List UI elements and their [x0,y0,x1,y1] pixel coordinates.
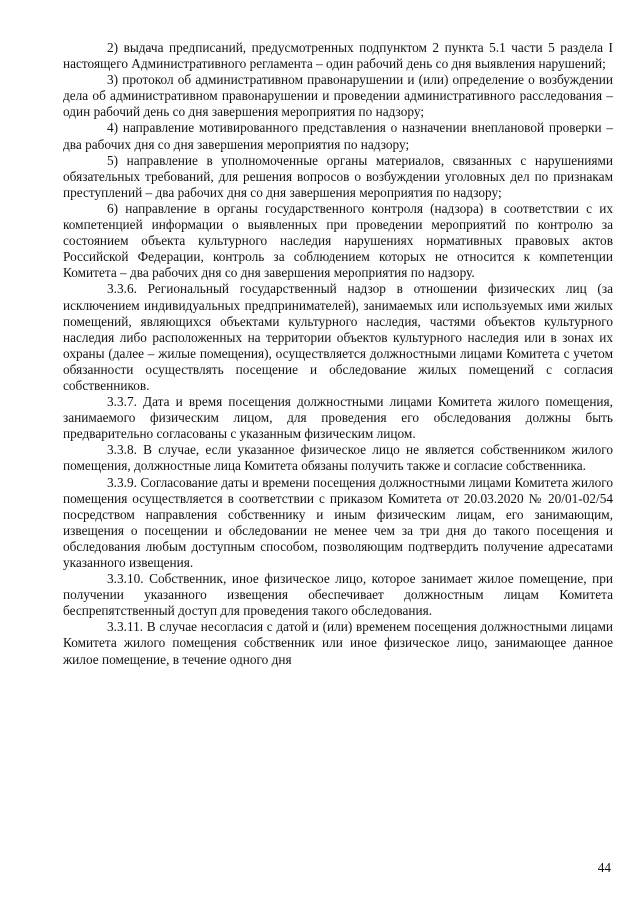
paragraph-3-3-10: 3.3.10. Собственник, иное физическое лицо, которое занимает жилое помещение, при получении указанного извещения обеспечивает должностным лицам Комитета беспрепятственный доступ для проведения такого обследования. [63,571,613,619]
paragraph-3-3-9: 3.3.9. Согласование даты и времени посещения должностными лицами Комитета жилого помещения осуществляется в соответствии с приказом Комитета от 20.03.2020 № 20/01-02/54 посредством направления собственнику и иным физическим лицам, его занимающим, извещения о посещении и обследовании не менее чем за три дня до такого посещения и обследования любым доступным способом, позволяющим подтвердить получение адресатами указанного извещения. [63,474,613,570]
page-number: 44 [597,860,611,875]
document-page [63,40,613,668]
paragraph-item-5: 5) направление в уполномоченные органы материалов, связанных с нарушениями обязательных требований, для решения вопросов о возбуждении уголовных дел по признакам преступлений – два рабочих дня со дня завершения мероприятия по надзору; [63,152,613,200]
paragraph-3-3-7: 3.3.7. Дата и время посещения должностными лицами Комитета жилого помещения, занимаемого физическим лицом, для проведения его обследования должны быть предварительно согласованы с указанным физическим лицом. [63,394,613,442]
paragraph-item-2: 2) выдача предписаний, предусмотренных подпунктом 2 пункта 5.1 части 5 раздела I настоящего Административного регламента – один рабочий день со дня выявления нарушений; [63,40,613,72]
paragraph-3-3-6: 3.3.6. Региональный государственный надзор в отношении физических лиц (за исключением индивидуальных предпринимателей), занимаемых или используемых ими жилых помещений, являющихся объектами культурного наследия, частями объектов культурного наследия либо расположенных на территории объектов культурного наследия или в зонах их охраны (далее – жилые помещения), осуществляется должностными лицами Комитета с учетом обязанности осуществлять посещение и обследование жилых помещений с согласия собственников. [63,281,613,393]
paragraph-item-4: 4) направление мотивированного представления о назначении внеплановой проверки – два рабочих дня со дня завершения мероприятия по надзору; [63,120,613,152]
paragraph-3-3-11: 3.3.11. В случае несогласия с датой и (или) временем посещения должностными лицами Комитета жилого помещения собственник или иное физическое лицо, занимающее данное жилое помещение, в течение одного дня [63,619,613,667]
paragraph-3-3-8: 3.3.8. В случае, если указанное физическое лицо не является собственником жилого помещения, должностные лица Комитета обязаны получить также и согласие собственника. [63,442,613,474]
paragraph-item-3: 3) протокол об административном правонарушении и (или) определение о возбуждении дела об административном правонарушении и проведении административного расследования – один рабочий день со дня завершения мероприятия по надзору; [63,72,613,120]
paragraph-item-6: 6) направление в органы государственного контроля (надзора) в соответствии с их компетенцией информации о выявленных при проведении мероприятий по контролю за состоянием объекта культурного наследия нарушениях нормативных правовых актов Российской Федерации, контроль за соблюдением которых не относится к компетенции Комитета – два рабочих дня со дня завершения мероприятия по надзору. [63,200,613,281]
